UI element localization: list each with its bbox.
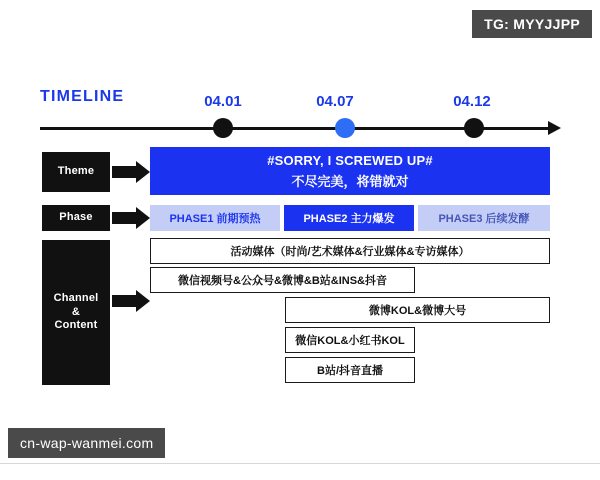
channel-label-line2: & (71, 305, 81, 318)
phase-box-2: PHASE2 主力爆发 (284, 205, 414, 231)
tick-label-2: 04.07 (316, 93, 354, 110)
row-label-phase: Phase (42, 205, 110, 231)
channel-label-line1: Channel (53, 291, 99, 304)
content-box-3: 微博KOL&微博大号 (285, 297, 550, 323)
theme-line-2: 不尽完美，将错就对 (291, 173, 409, 189)
theme-banner (150, 147, 550, 195)
tick-marker-1 (213, 118, 233, 138)
timeline-title: TIMELINE (40, 88, 125, 105)
tick-label-1: 04.01 (204, 93, 242, 110)
content-box-2: 微信视频号&公众号&微博&B站&INS&抖音 (150, 267, 415, 293)
tg-tag: TG: MYYJJPP (472, 10, 592, 38)
content-box-4: 微信KOL&小红书KOL (285, 327, 415, 353)
channel-label-line3: Content (54, 319, 98, 332)
phase-box-1: PHASE1 前期预热 (150, 205, 280, 231)
theme-line-1: #SORRY, I SCREWED UP# (267, 152, 433, 168)
tick-marker-2 (335, 118, 355, 138)
timeline-axis-arrow-icon (548, 121, 561, 135)
row-label-channel-content (42, 240, 110, 385)
tick-label-3: 04.12 (453, 93, 491, 110)
bottom-divider (0, 463, 600, 464)
phase-box-3: PHASE3 后续发酵 (418, 205, 550, 231)
watermark-tag: cn-wap-wanmei.com (8, 428, 165, 458)
content-box-1: 活动媒体（时尚/艺术媒体&行业媒体&专访媒体） (150, 238, 550, 264)
tick-marker-3 (464, 118, 484, 138)
row-label-theme: Theme (42, 152, 110, 192)
content-box-5: B站/抖音直播 (285, 357, 415, 383)
